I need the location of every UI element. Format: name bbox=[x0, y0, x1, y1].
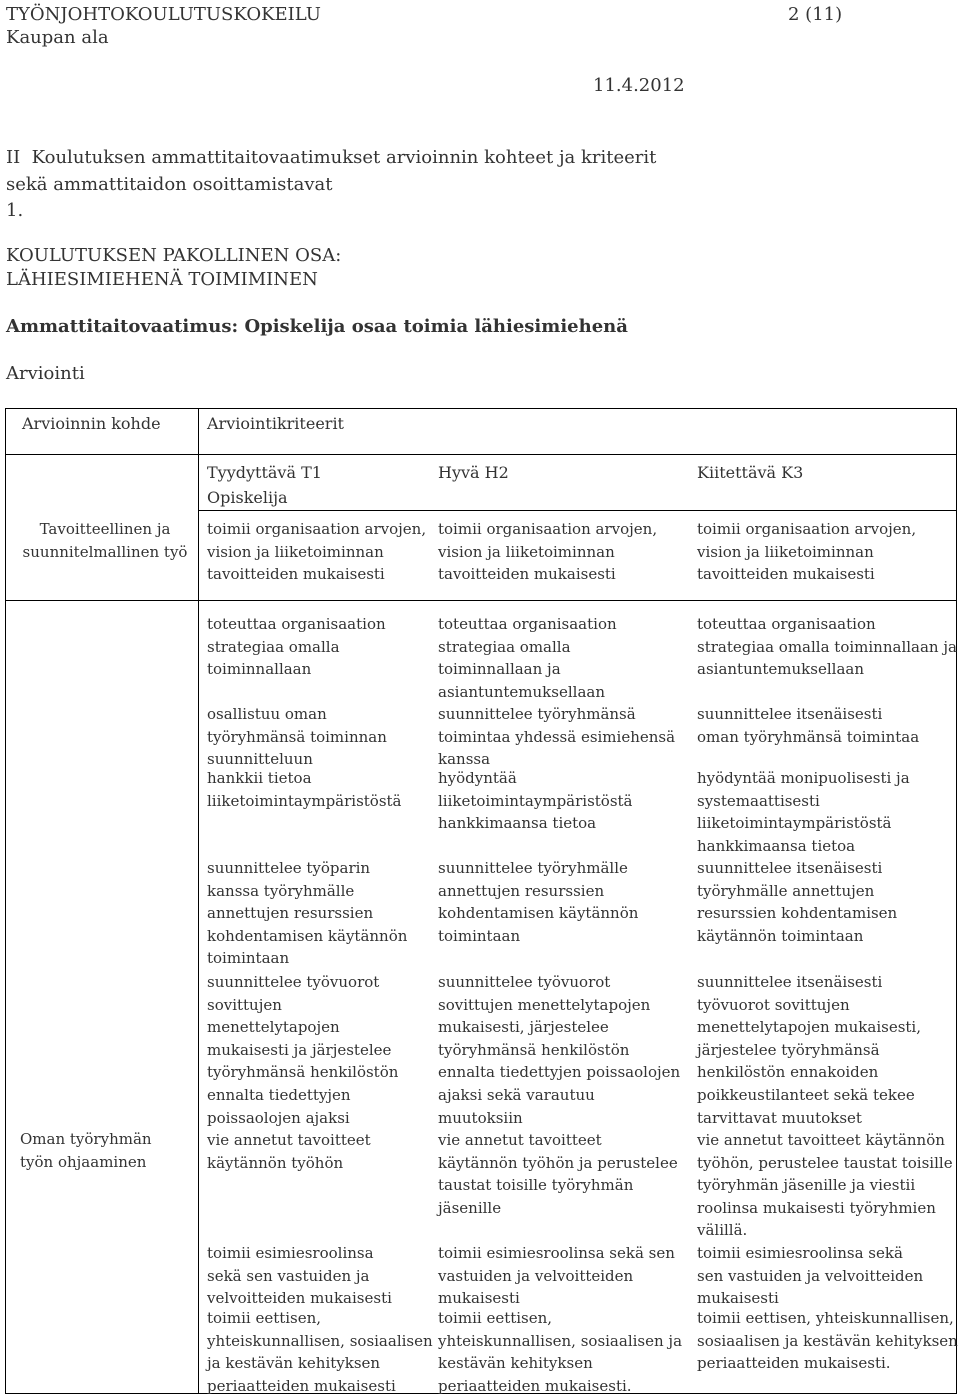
criteria-cell: toteuttaa organisaation strategiaa omalla toiminnallaan ja asiantuntemuksellaan bbox=[697, 615, 957, 679]
column-header-criteria: Arviointikriteerit bbox=[207, 414, 344, 433]
criteria-cell: toimii eettisen, yhteiskunnallisen, sosiaalisen ja kestävän kehityksen periaatteiden mukaisesti bbox=[207, 1309, 433, 1395]
criteria-cell: suunnittelee itsenäisesti oman työryhmänsä toimintaa bbox=[697, 705, 920, 746]
document-date: 11.4.2012 bbox=[593, 75, 685, 96]
requirement-heading: Ammattitaitovaatimus: Opiskelija osaa toimia lähiesimiehenä bbox=[6, 316, 628, 337]
criteria-cell: suunnittelee työryhmänsä toimintaa yhdessä esimiehensä kanssa bbox=[438, 705, 676, 769]
level-k3: Kiitettävä K3 bbox=[697, 463, 804, 482]
criteria-cell: vie annetut tavoitteet käytännön työhön ja perustelee taustat toisille työryhmän jäsenille bbox=[438, 1131, 678, 1217]
table-divider bbox=[5, 454, 957, 455]
criteria-cell: toteuttaa organisaation strategiaa omalla toiminnallaan ja asiantuntemuksellaan bbox=[438, 615, 617, 701]
criteria-cell: vie annetut tavoitteet käytännön työhön bbox=[207, 1131, 371, 1172]
opiskelija-label: Opiskelija bbox=[207, 488, 288, 507]
section-heading-line1: II Koulutuksen ammattitaitovaatimukset arvioinnin kohteet ja kriteerit bbox=[6, 147, 657, 168]
arviointi-heading: Arviointi bbox=[6, 363, 85, 384]
criteria-cell: vie annetut tavoitteet käytännön työhön, perustelee taustat toisille työryhmän jäsenille ja viestii roolinsa mukaisesti työryhmien välillä. bbox=[697, 1131, 953, 1240]
criteria-cell: suunnittelee työparin kanssa työryhmälle annettujen resurssien kohdentamisen käytännön toimintaan bbox=[207, 859, 408, 968]
criteria-cell: hyödyntää liiketoimintaympäristöstä hankkimaansa tietoa bbox=[438, 769, 633, 833]
criteria-cell: toimii organisaation arvojen, vision ja liiketoiminnan tavoitteiden mukaisesti bbox=[207, 520, 427, 584]
table-divider bbox=[5, 600, 957, 601]
criteria-cell: suunnittelee itsenäisesti työryhmälle annettujen resurssien kohdentamisen käytännön toimintaan bbox=[697, 859, 898, 945]
criteria-cell: toimii eettisen, yhteiskunnallisen, sosiaalisen ja kestävän kehityksen periaatteiden mukaisesti. bbox=[438, 1309, 683, 1395]
criteria-cell: hyödyntää monipuolisesti ja systemaattisesti liiketoimintaympäristöstä hankkimaansa tietoa bbox=[697, 769, 910, 855]
target-label: Tavoitteellinen ja suunnitelmallinen työ bbox=[22, 520, 188, 561]
criteria-cell: toimii esimiesroolinsa sekä sen vastuiden ja velvoitteiden mukaisesti bbox=[207, 1244, 392, 1308]
criteria-cell: hankkii tietoa liiketoimintaympäristöstä bbox=[207, 769, 402, 810]
column-header-target: Arvioinnin kohde bbox=[22, 414, 161, 433]
table-divider bbox=[199, 510, 957, 511]
page-number: 2 (11) bbox=[788, 4, 843, 25]
criteria-cell: suunnittelee työryhmälle annettujen resurssien kohdentamisen käytännön toimintaan bbox=[438, 859, 639, 945]
criteria-cell: osallistuu oman työryhmänsä toiminnan suunnitteluun bbox=[207, 705, 387, 769]
level-h2: Hyvä H2 bbox=[438, 463, 509, 482]
section-heading-line2: sekä ammattitaidon osoittamistavat bbox=[6, 174, 333, 195]
criteria-cell: suunnittelee itsenäisesti työvuorot sovittujen menettelytapojen mukaisesti, järjestelee työryhmänsä henkilöstön ennakoiden poikkeustilanteet sekä tekee tarvittavat muutokset bbox=[697, 973, 921, 1127]
part-title-line2: LÄHIESIMIEHENÄ TOIMIMINEN bbox=[6, 269, 318, 290]
criteria-cell: toimii organisaation arvojen, vision ja liiketoiminnan tavoitteiden mukaisesti bbox=[438, 520, 658, 584]
criteria-cell: toimii esimiesroolinsa sekä sen vastuiden ja velvoitteiden mukaisesti bbox=[438, 1244, 675, 1308]
criteria-cell: toimii esimiesroolinsa sekä sen vastuiden ja velvoitteiden mukaisesti bbox=[697, 1244, 924, 1308]
document-title: TYÖNJOHTOKOULUTUSKOKEILU bbox=[6, 4, 321, 25]
criteria-cell: suunnittelee työvuorot sovittujen menettelytapojen mukaisesti ja järjestelee työryhmänsä henkilöstön ennalta tiedettyjen poissaolojen ajaksi bbox=[207, 973, 399, 1127]
level-t1: Tyydyttävä T1 bbox=[207, 463, 322, 482]
document-subtitle: Kaupan ala bbox=[6, 27, 109, 48]
criteria-cell: toteuttaa organisaation strategiaa omalla toiminnallaan bbox=[207, 615, 386, 679]
section-number: 1. bbox=[6, 200, 24, 221]
criteria-cell: toimii organisaation arvojen, vision ja liiketoiminnan tavoitteiden mukaisesti bbox=[697, 520, 917, 584]
table-divider bbox=[198, 408, 199, 1394]
target-label: Oman työryhmän työn ohjaaminen bbox=[20, 1130, 152, 1171]
part-title-line1: KOULUTUKSEN PAKOLLINEN OSA: bbox=[6, 245, 342, 266]
criteria-cell: suunnittelee työvuorot sovittujen menettelytapojen mukaisesti, järjestelee työryhmänsä henkilöstön ennalta tiedettyjen poissaolojen ajaksi sekä varautuu muutoksiin bbox=[438, 973, 681, 1127]
criteria-cell: toimii eettisen, yhteiskunnallisen, sosiaalisen ja kestävän kehityksen periaatteiden mukaisesti. bbox=[697, 1309, 958, 1373]
